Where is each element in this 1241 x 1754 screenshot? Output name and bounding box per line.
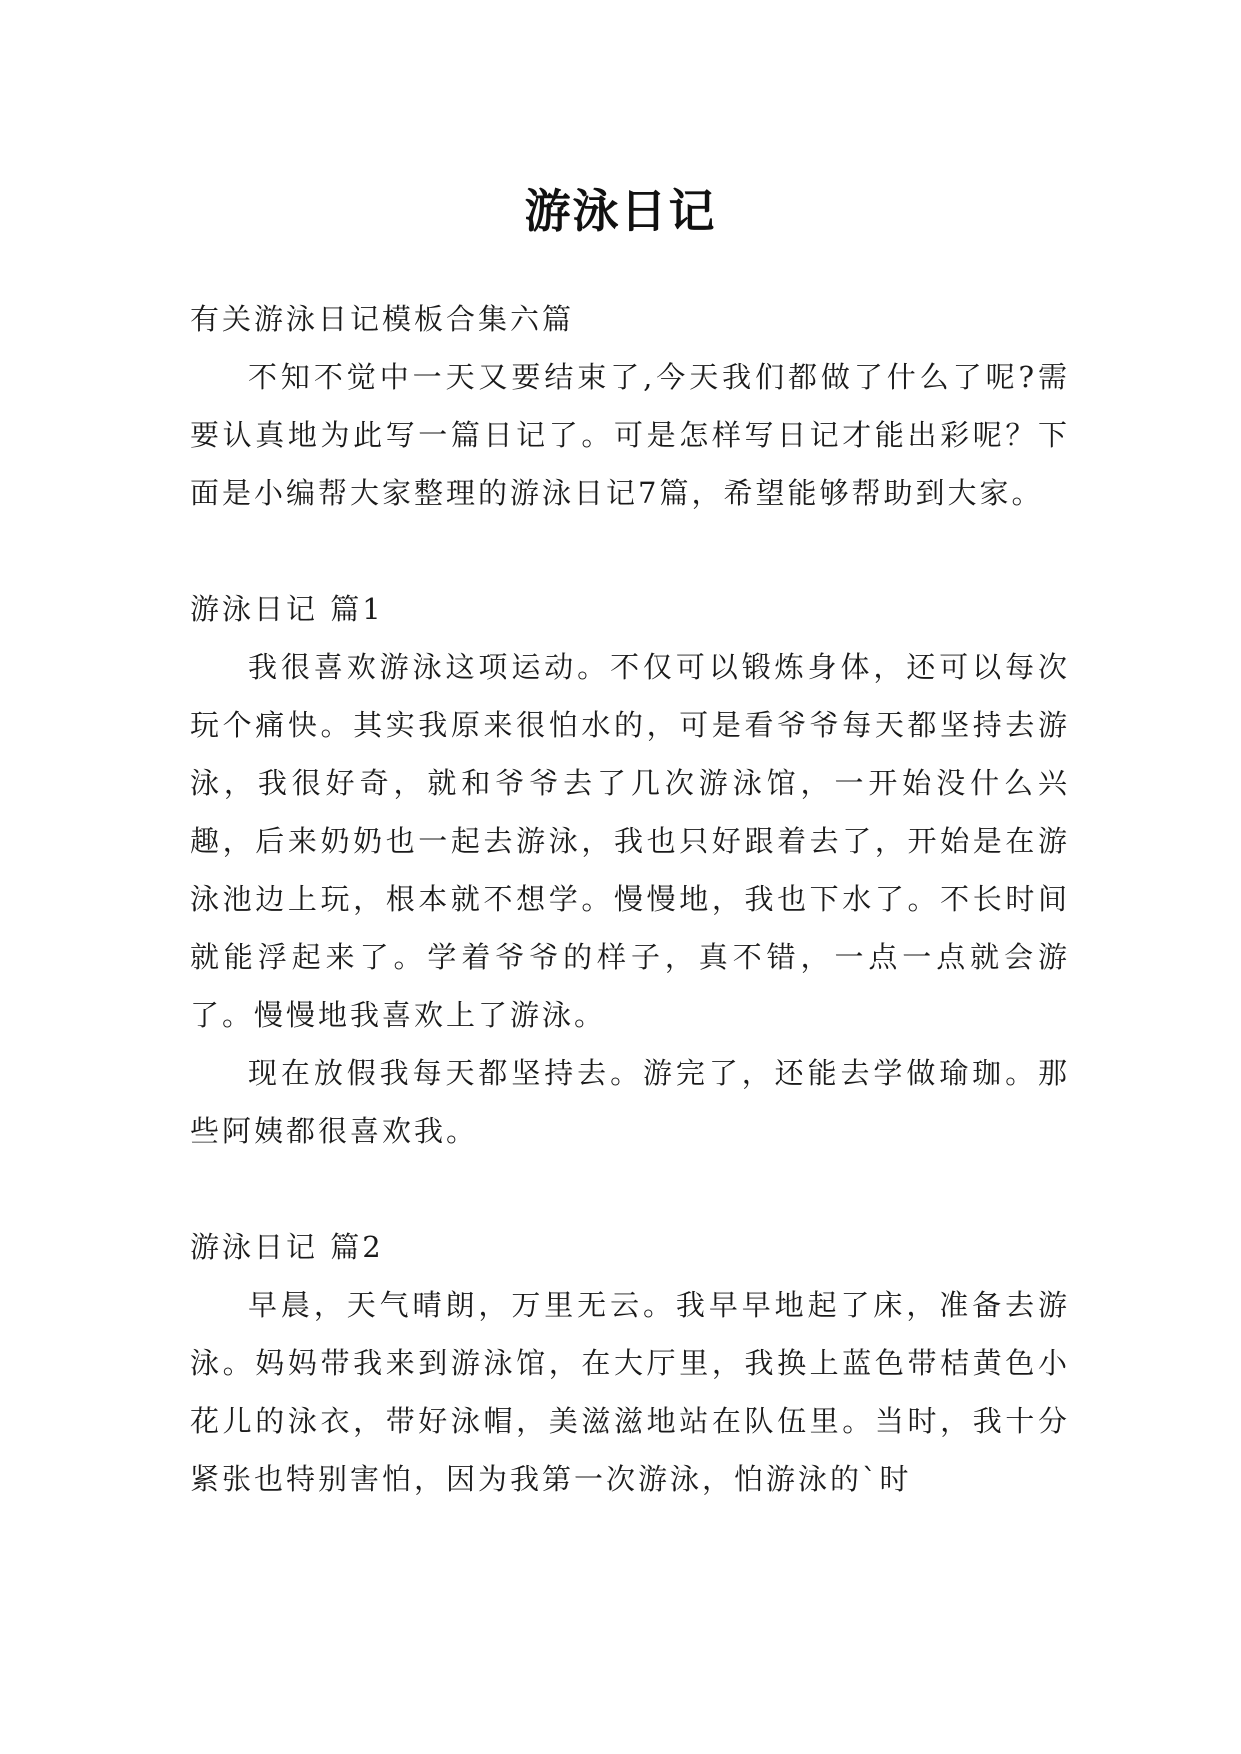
document-subtitle: 有关游泳日记模板合集六篇 <box>190 302 575 336</box>
document-body <box>190 290 1070 1508</box>
intro-paragraph: 不知不觉中一天又要结束了,今天我们都做了什么了呢?需要认真地为此写一篇日记了。可是怎样写日记才能出彩呢？下面是小编帮大家整理的游泳日记7篇，希望能够帮助到大家。 <box>190 360 1070 510</box>
section-heading-1: 游泳日记 篇1 <box>190 592 384 626</box>
section-2-paragraph-1: 早晨，天气晴朗，万里无云。我早早地起了床，准备去游泳。妈妈带我来到游泳馆，在大厅里，我换上蓝色带桔黄色小花儿的泳衣，带好泳帽，美滋滋地站在队伍里。当时，我十分紧张也特别害怕，因为我第一次游泳，怕游泳的`时 <box>190 1288 1070 1496</box>
document-title: 游泳日记 <box>524 183 717 238</box>
section-1-paragraph-2: 现在放假我每天都坚持去。游完了，还能去学做瑜珈。那些阿姨都很喜欢我。 <box>190 1056 1070 1148</box>
section-heading-2: 游泳日记 篇2 <box>190 1230 384 1264</box>
section-1-paragraph-1: 我很喜欢游泳这项运动。不仅可以锻炼身体，还可以每次玩个痛快。其实我原来很怕水的，可是看爷爷每天都坚持去游泳，我很好奇，就和爷爷去了几次游泳馆，一开始没什么兴趣，后来奶奶也一起去游泳，我也只好跟着去了，开始是在游泳池边上玩，根本就不想学。慢慢地，我也下水了。不长时间就能浮起来了。学着爷爷的样子，真不错，一点一点就会游了。慢慢地我喜欢上了游泳。 <box>190 650 1070 1032</box>
